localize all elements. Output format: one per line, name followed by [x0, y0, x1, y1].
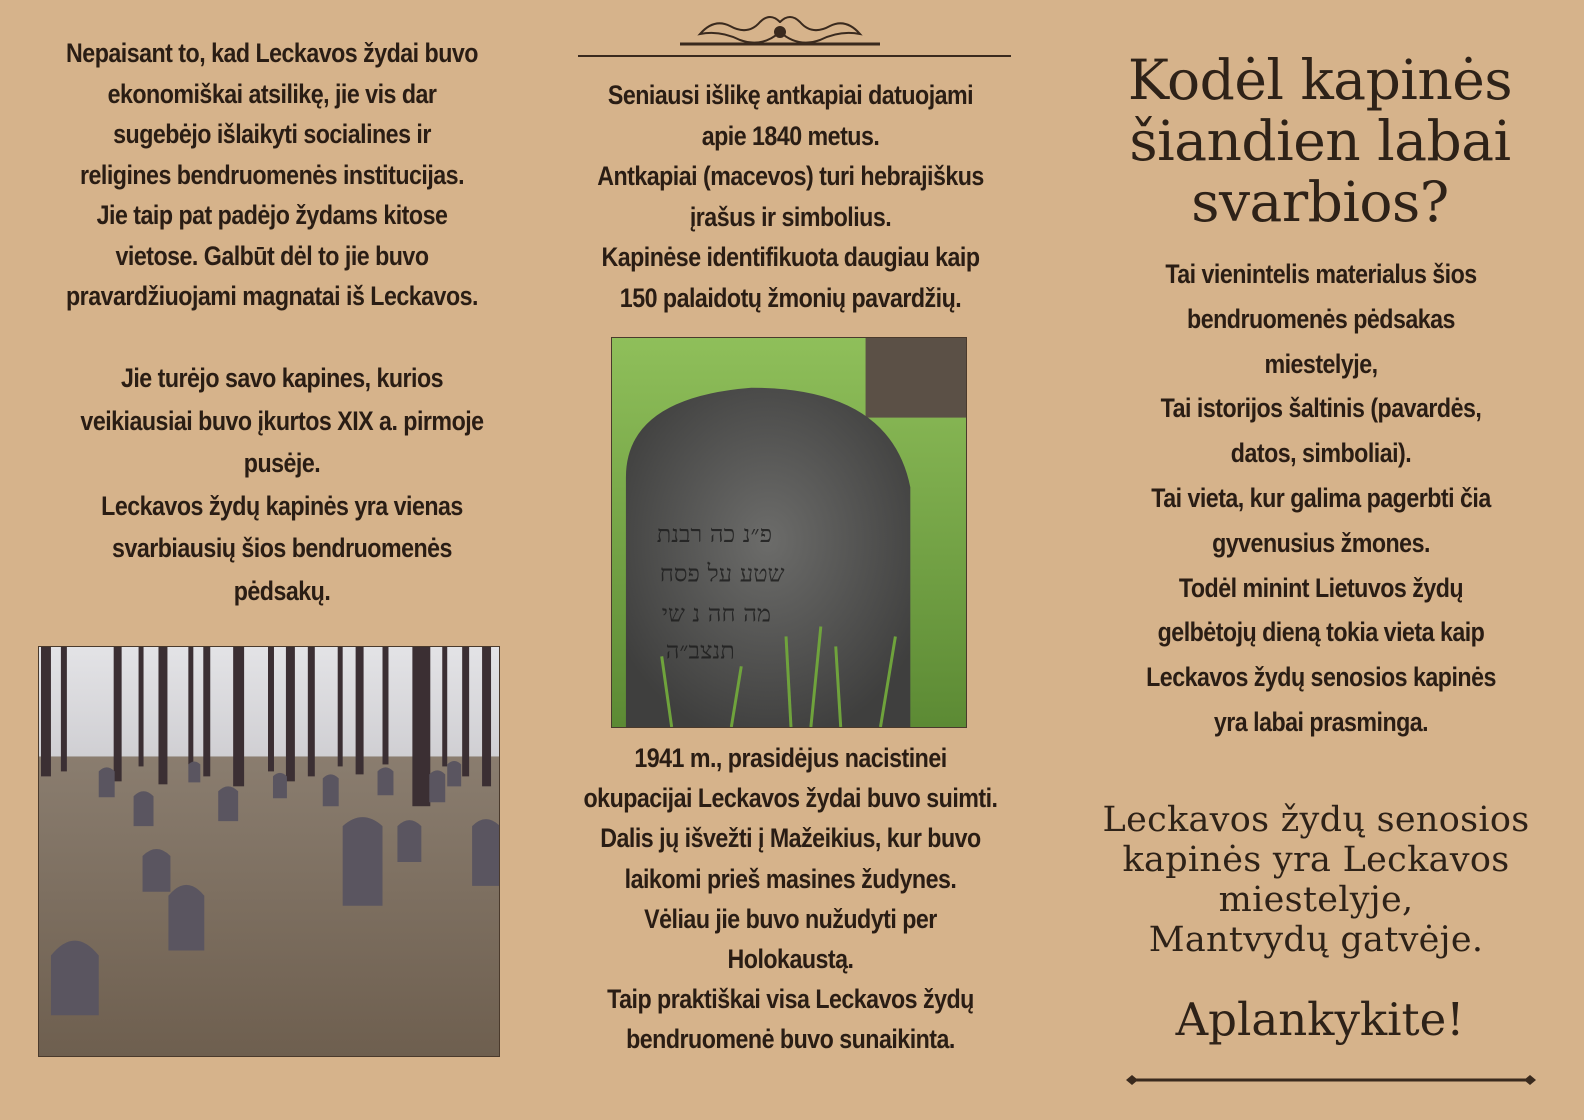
text-line: Nepaisant to, kad Leckavos žydai buvo: [66, 38, 478, 68]
location-line: Leckavos žydų senosios: [1102, 800, 1530, 840]
top-rule: [578, 55, 1011, 57]
text-line: datos, simboliai).: [1230, 438, 1412, 469]
text-line: 1941 m., prasidėjus nacistinei: [634, 743, 947, 773]
middle-text-block-2: [582, 738, 999, 1060]
text-line: Kapinėse identifikuota daugiau kaip: [601, 242, 980, 272]
text-line: Todėl minint Lietuvos žydų: [1178, 572, 1464, 603]
text-line: laikomi prieš masines žudynes.: [624, 863, 957, 894]
heading-line: Kodėl kapinės: [1127, 48, 1513, 112]
text-line: bendruomenės pėdsakas: [1187, 303, 1455, 334]
text-line: Tai vienintelis materialus šios: [1165, 259, 1477, 289]
text-line: Holokaustą.: [727, 944, 854, 975]
text-line: Jie taip pat padėjo žydams kitose: [96, 200, 448, 230]
text-line: religines bendruomenės institucijas.: [79, 159, 465, 190]
hebrew-tombstone-photo: [611, 337, 967, 728]
text-line: įrašus ir simbolius.: [689, 201, 892, 232]
svg-text:תנצב״ה: תנצב״ה: [665, 636, 735, 665]
ornament-divider: [680, 12, 880, 52]
svg-text:מה חה נ שי: מה חה נ שי: [661, 599, 772, 628]
text-line: ekonomiškai atsilikę, jie vis dar: [107, 78, 437, 109]
location-text: [1066, 800, 1566, 960]
location-line: Mantvydų gatvėje.: [1148, 920, 1484, 960]
text-line: Vėliau jie buvo nužudyti per: [644, 903, 937, 934]
location-line: kapinės yra Leckavos: [1122, 840, 1510, 880]
text-line: Seniausi išlikę antkapiai datuojami: [607, 80, 974, 110]
text-line: pravardžiuojami magnatai iš Leckavos.: [66, 281, 478, 311]
page-heading: [1080, 50, 1560, 233]
middle-text-block-1: [582, 75, 999, 318]
text-line: Taip praktiškai visa Leckavos žydų: [607, 984, 974, 1015]
location-line: miestelyje,: [1218, 880, 1414, 920]
text-line: okupacijai Leckavos žydai buvo suimti.: [583, 783, 998, 814]
text-line: svarbiausių šios bendruomenės: [112, 533, 452, 563]
svg-text:פ״נ כה רבנת: פ״נ כה רבנת: [656, 519, 773, 548]
heading-line: svarbios?: [1191, 170, 1449, 234]
svg-text:שטע על פסח: שטע על פסח: [659, 559, 785, 588]
text-line: Leckavos žydų kapinės yra vienas: [101, 490, 463, 521]
text-line: gelbėtojų dieną tokia vieta kaip: [1157, 617, 1485, 648]
cemetery-field-photo: [38, 646, 500, 1057]
heading-line: šiandien labai: [1129, 109, 1511, 173]
text-line: yra labai prasminga.: [1213, 706, 1429, 737]
text-line: Jie turėjo savo kapines, kurios: [120, 363, 444, 393]
text-line: vietose. Galbūt dėl to jie buvo: [115, 240, 429, 271]
text-line: Antkapiai (macevos) turi hebrajiškus: [597, 161, 984, 191]
text-line: sugebėjo išlaikyti socialines ir: [113, 119, 431, 149]
text-line: Dalis jų išvežti į Mažeikius, kur buvo: [600, 823, 981, 854]
text-line: Tai istorijos šaltinis (pavardės,: [1160, 393, 1482, 424]
text-line: gyvenusius žmones.: [1212, 527, 1430, 558]
text-line: pėdsakų.: [233, 575, 331, 606]
text-line: miestelyje,: [1264, 348, 1378, 379]
text-line: bendruomenė buvo sunaikinta.: [626, 1024, 955, 1055]
right-body-text: [1109, 252, 1532, 745]
text-line: apie 1840 metus.: [701, 120, 880, 151]
text-line: 150 palaidotų žmonių pavardžių.: [619, 282, 962, 313]
text-line: Leckavos žydų senosios kapinės: [1146, 662, 1496, 693]
call-to-action: Aplankykite!: [1175, 993, 1465, 1046]
text-line: veikiausiai buvo įkurtos XIX a. pirmoje: [80, 405, 484, 436]
bottom-rule: [1126, 1073, 1536, 1085]
text-line: Tai vieta, kur galima pagerbti čia: [1151, 482, 1491, 513]
left-text-block-2: [58, 357, 505, 612]
left-text-block-1: [57, 33, 487, 317]
text-line: pusėje.: [243, 448, 321, 478]
